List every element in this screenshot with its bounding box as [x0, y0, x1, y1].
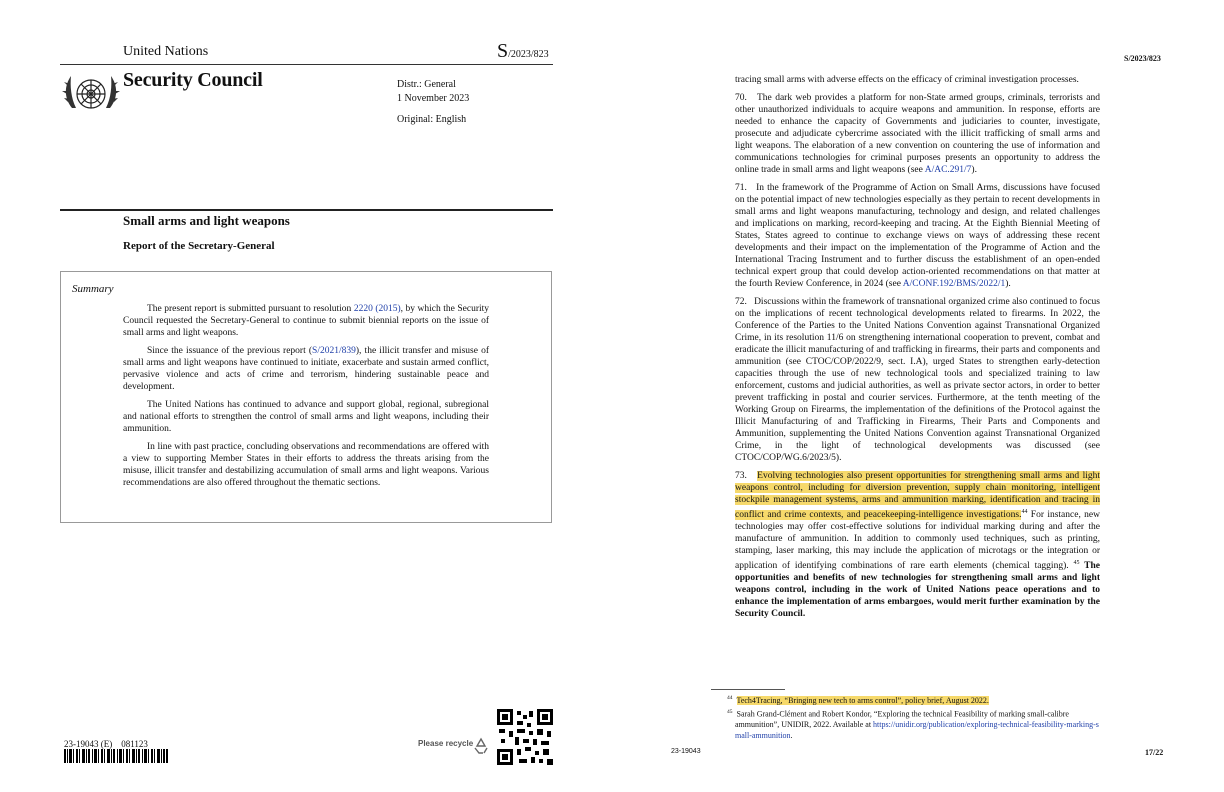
paragraph-text: ). [971, 165, 977, 175]
footnote-ref[interactable]: 45 [1073, 560, 1080, 567]
recycle-note: Please recycle [418, 739, 474, 748]
footnotes [727, 693, 1101, 742]
summary-paragraph: In line with past practice, concluding observations and recommendations are offered with a view to supporting Member States in their efforts to address the threats arising from the misuse, illicit transfer and destabilizing accumulation of small arms and light weapons. Various recommendations are also offered throughout the thematic sections. [123, 442, 489, 488]
paragraph-73 [735, 470, 1100, 620]
qr-code-icon [497, 709, 553, 765]
footnote-number: 45 [727, 709, 733, 716]
paragraph-continued: tracing small arms with adverse effects on the efficacy of criminal investigation processes. [735, 75, 1079, 85]
recommendation-text: The opportunities and benefits of new technologies for strengthening small arms and light weapons control, including in the work of United Nations peace operations and to enhance the implementation of arms embargoes, would merit further examination by the Security Council. [735, 561, 1100, 620]
paragraph-text: For instance, new technologies may offer cost-effective solutions for individual marking during and after the manufacture of ammunition. In addition to commonly used techniques, such as printing, stamping, laser marking, this may include the application of microtags or the integration or application of identifying combinations of rare earth elements (chemical tagging). [735, 510, 1100, 572]
paragraph-70 [735, 92, 1103, 176]
title-rule [60, 209, 553, 211]
footnote-rule [711, 689, 785, 690]
highlighted-text: Evolving technologies also present opportunities for strengthening small arms and light weapons control, including for diversion prevention, supply chain monitoring, intelligent stockpile management systems, arms and ammunition marking, identification and tracing in conflict and crime contexts, and peacekeeping-intelligence investigations. [735, 471, 1101, 521]
summary-heading: Summary [72, 283, 114, 295]
body-name: Security Council [123, 69, 263, 91]
summary-text: Since the issuance of the previous report ( [147, 346, 313, 356]
paragraph-number: 73. [735, 471, 758, 481]
job-number: 23-19043 (E) 081123 [64, 739, 148, 749]
footnote-text: . [790, 730, 793, 740]
report-link[interactable]: S/2021/839 [312, 346, 356, 356]
paragraph-text: ). [1005, 279, 1011, 289]
document-link[interactable]: A/AC.291/7 [924, 165, 972, 175]
distribution-info [397, 78, 469, 105]
footnote-url-link[interactable]: https://unidir.org/publication/exploring-technical-feasibility-marking-small-ammunition [735, 720, 1099, 740]
recycle-icon [472, 737, 490, 755]
summary-text: The present report is submitted pursuant to resolution [147, 304, 354, 314]
symbol-rest: /2023/823 [508, 49, 549, 60]
footnote-number: 44 [727, 695, 733, 701]
job-number: 23-19043 [671, 748, 701, 755]
document-link[interactable]: A/CONF.192/BMS/2022/1 [902, 279, 1006, 289]
document-title: Small arms and light weapons [123, 213, 290, 228]
footnote-ref[interactable]: 44 [1021, 509, 1028, 515]
footnote-45 [727, 707, 1101, 741]
body-text [735, 74, 1103, 626]
summary-paragraph [123, 303, 489, 339]
page-symbol: S/2023/823 [1124, 54, 1161, 63]
un-emblem-icon [62, 68, 120, 120]
summary-paragraph [123, 345, 489, 393]
issue-date: 1 November 2023 [397, 92, 470, 104]
symbol-prefix: S [497, 40, 509, 62]
resolution-link[interactable]: 2220 (2015) [353, 304, 401, 314]
paragraph-text: 71. In the framework of the Programme of Action on Small Arms, discussions have focused on the potential impact of new technologies especially as they pertain to recent developments in small arms and light weapons manufacturing, technology and design, and related challenges and implications on marking, record-keeping and tracing. At the Eighth Biennial Meeting of States, States agreed to continue to exchange views on ways of addressing these recent developments and their impact on the implementation of the Programme of Action and the International Tracing Instrument and to further discuss the establishment of an open-ended technical expert group that could develop action-oriented recommendations on that matter at the fourth Review Conference, in 2024 (see [735, 183, 1103, 289]
org-name: United Nations [123, 44, 209, 59]
paragraph-71 [735, 182, 1103, 290]
footnote-text: Sarah Grand-Clément and Robert Kondor, “Exploring the technical Feasibility of marking small-calibre ammunition”, UNIDIR, 2022. Available at [735, 709, 1069, 730]
original-language: Original: English [397, 114, 467, 125]
distribution: Distr.: General [397, 79, 456, 90]
page-number: 17/22 [1145, 748, 1164, 757]
summary-text: ), the illicit transfer and misuse of small arms and light weapons have continued to initiate, exacerbate and sustain armed conflict, pervasive violence and acts of crime and terrorism, hindering sustainable peace and development. [123, 346, 489, 392]
footnote-text: Tech4Tracing, “Bringing new tech to arms control”, policy brief, August 2022. [736, 695, 989, 705]
footnote-44 [727, 693, 1101, 706]
document-symbol [497, 40, 549, 63]
summary-paragraph: The United Nations has continued to advance and support global, regional, subregional and national efforts to strengthen the control of small arms and light weapons, including their ammunition. [123, 400, 489, 434]
summary-text: , by which the Security Council requested the Secretary-General to continue to submit biennial reports on the issue of small arms and light weapons. [123, 304, 490, 338]
paragraph-72: 72. Discussions within the framework of transnational organized crime also continued to focus on the implications of recent technological developments related to firearms. In 2022, the Conference of the Parties to the United Nations Convention against Transnational Organized Crime, in its resolution 11/6 on strengthening international cooperation to prevent, combat and eradicate the illicit manufacturing of and trafficking in firearms, their parts and components and ammunition (see CTOC/COP/2022/9, sect. I.A), urged States to strengthen early-detection capacities through the use of new technological tools and specialized training to law enforcement, customs and judicial authorities, as well as private sector actors, in order to better prevent trafficking in postal and courier services. Furthermore, at the tenth meeting of the Working Group on Firearms, the implementation of the definitions of the Protocol against the Illicit Manufacturing of and Trafficking in Firearms, Their Parts and Components and Ammunition, supplementing the United Nations Convention against Transnational Organized Crime, in the light of technological developments was discussed (see CTOC/COP/WG.6/2023/5). [735, 297, 1103, 463]
paragraph-text: 70. The dark web provides a platform for non-State armed groups, criminals, terrorists and other unauthorized individuals to acquire weapons and ammunition. In response, efforts are needed to enhance the capacity of Governments and judiciaries to counter, investigate, prosecute and adjudicate cybercrime associated with the illicit trafficking of small arms and light weapons. The elaboration of a new convention on countering the use of information and communications technologies for criminal purposes presents an opportunity to address the online trade in small arms and light weapons (see [735, 93, 1103, 175]
document-subtitle: Report of the Secretary-General [123, 240, 275, 252]
header-rule [60, 64, 553, 65]
barcode-icon [64, 749, 168, 763]
